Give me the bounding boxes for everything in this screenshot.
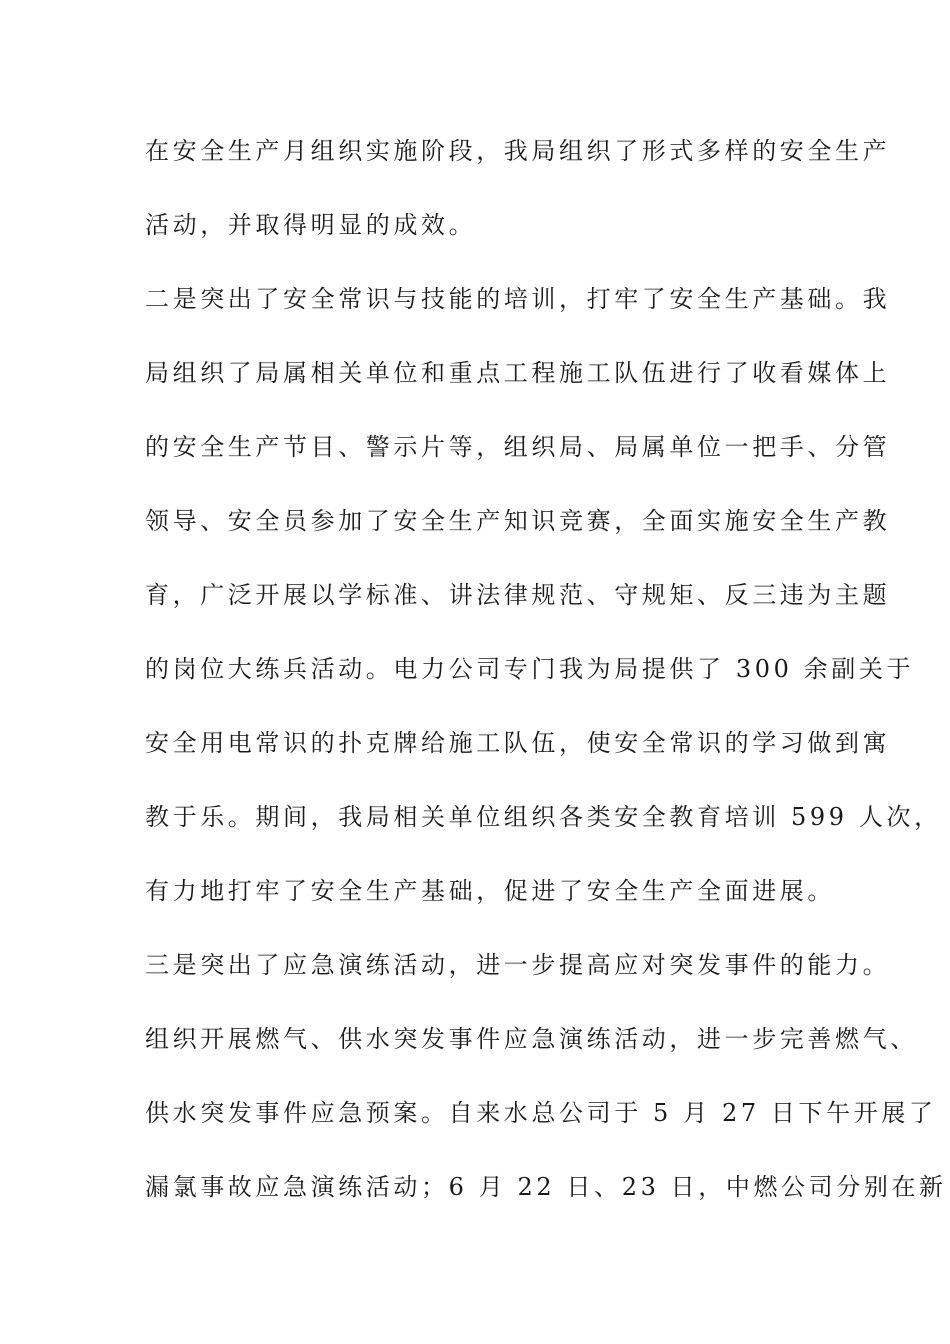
text-line: 漏氯事故应急演练活动；6 月 22 日、23 日，中燃公司分别在新	[145, 1173, 947, 1201]
text-line: 在安全生产月组织实施阶段，我局组织了形式多样的安全生产	[145, 137, 891, 165]
text-line: 的岗位大练兵活动。电力公司专门我为局提供了 300 余副关于	[145, 655, 915, 683]
text-line: 育，广泛开展以学标准、讲法律规范、守规矩、反三违为主题	[145, 581, 891, 609]
text-line: 局组织了局属相关单位和重点工程施工队伍进行了收看媒体上	[145, 359, 891, 387]
text-line: 组织开展燃气、供水突发事件应急演练活动，进一步完善燃气、	[145, 1025, 918, 1053]
text-line: 领导、安全员参加了安全生产知识竞赛，全面实施安全生产教	[145, 507, 891, 535]
text-line: 安全用电常识的扑克牌给施工队伍，使安全常识的学习做到寓	[145, 729, 891, 757]
text-line: 的安全生产节目、警示片等，组织局、局属单位一把手、分管	[145, 433, 891, 461]
text-line: 三是突出了应急演练活动，进一步提高应对突发事件的能力。	[145, 951, 891, 979]
text-line: 教于乐。期间，我局相关单位组织各类安全教育培训 599 人次，	[145, 803, 942, 831]
text-line: 二是突出了安全常识与技能的培训，打牢了安全生产基础。我	[145, 285, 891, 313]
text-line: 有力地打牢了安全生产基础，促进了安全生产全面进展。	[145, 877, 835, 905]
text-line: 活动，并取得明显的成效。	[145, 211, 477, 239]
text-line: 供水突发事件应急预案。自来水总公司于 5 月 27 日下午开展了	[145, 1099, 937, 1127]
